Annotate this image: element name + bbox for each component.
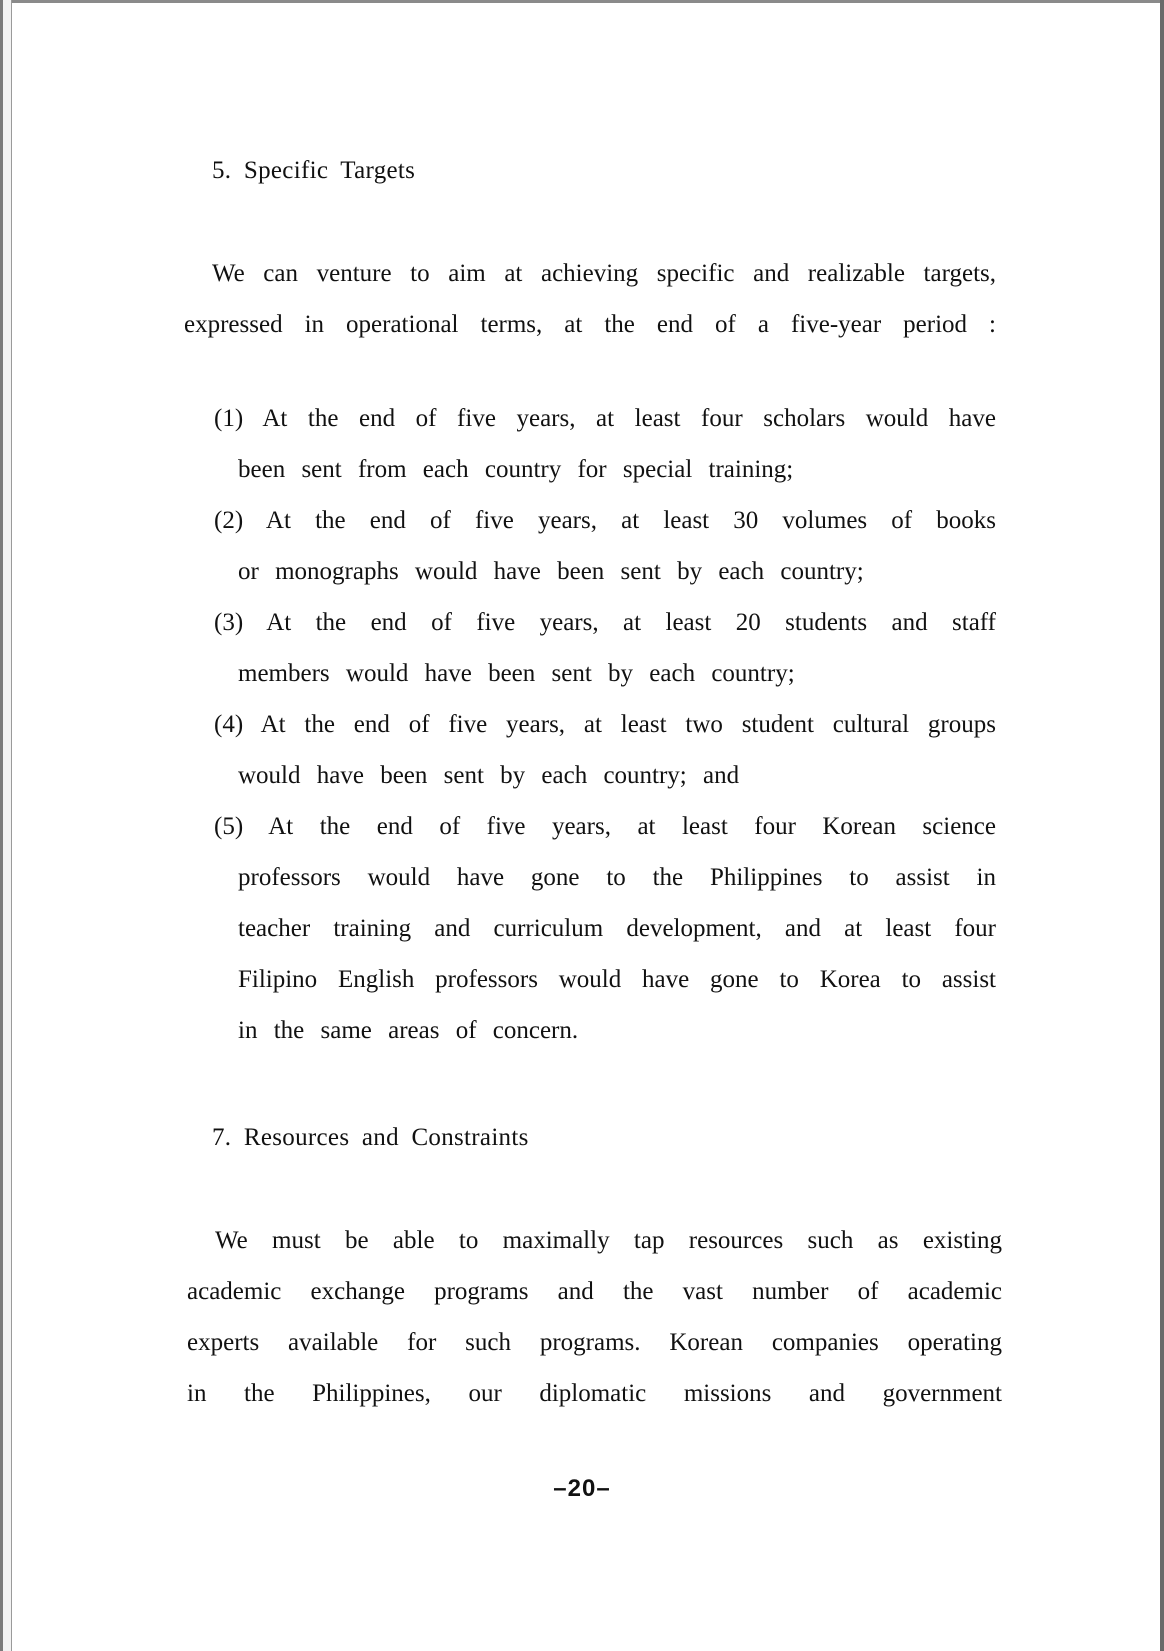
targets-list: [214, 393, 996, 1056]
list-item-continuation: members would have been sent by each country;: [238, 660, 795, 687]
paragraph-line: expressed in operational terms, at the end of a five-year period :: [184, 311, 996, 338]
paragraph-line: academic exchange programs and the vast number of academic: [187, 1278, 1002, 1305]
list-item: [214, 597, 996, 699]
list-item-first-line: (5) At the end of five years, at least four Korean science: [214, 813, 996, 840]
list-item-continuation: Filipino English professors would have gone to Korea to assist: [238, 966, 996, 993]
section-7-heading: 7. Resources and Constraints: [212, 1124, 529, 1151]
list-item: [214, 801, 996, 1056]
section-5-heading: 5. Specific Targets: [212, 157, 416, 184]
list-item-continuation: or monographs would have been sent by each country;: [238, 558, 864, 585]
paragraph-line: We must be able to maximally tap resources such as existing: [215, 1227, 1002, 1254]
page-top-edge: [0, 0, 1164, 3]
list-item: [214, 699, 996, 801]
list-item: [214, 495, 996, 597]
list-item-first-line: (2) At the end of five years, at least 30 volumes of books: [214, 507, 996, 534]
list-item-continuation: professors would have gone to the Philippines to assist in: [238, 864, 996, 891]
list-item-continuation: would have been sent by each country; and: [238, 762, 740, 789]
list-item-continuation: been sent from each country for special training;: [238, 456, 794, 483]
section-7-paragraph: [187, 1215, 1002, 1419]
list-item: [214, 393, 996, 495]
section-5-intro-paragraph: [184, 248, 996, 350]
list-item-continuation: in the same areas of concern.: [238, 1017, 579, 1044]
list-item-first-line: (3) At the end of five years, at least 20 students and staff: [214, 609, 996, 636]
page-right-edge: [1160, 0, 1164, 1651]
paragraph-line: experts available for such programs. Korean companies operating: [187, 1329, 1002, 1356]
paragraph-line: in the Philippines, our diplomatic missions and government: [187, 1380, 1002, 1407]
paragraph-line: We can venture to aim at achieving specific and realizable targets,: [212, 260, 996, 287]
list-item-first-line: (4) At the end of five years, at least two student cultural groups: [214, 711, 996, 738]
list-item-continuation: teacher training and curriculum development, and at least four: [238, 915, 996, 942]
page-left-binding-edge: [0, 0, 12, 1651]
list-item-first-line: (1) At the end of five years, at least four scholars would have: [214, 405, 996, 432]
page-number: –20–: [553, 1475, 611, 1502]
